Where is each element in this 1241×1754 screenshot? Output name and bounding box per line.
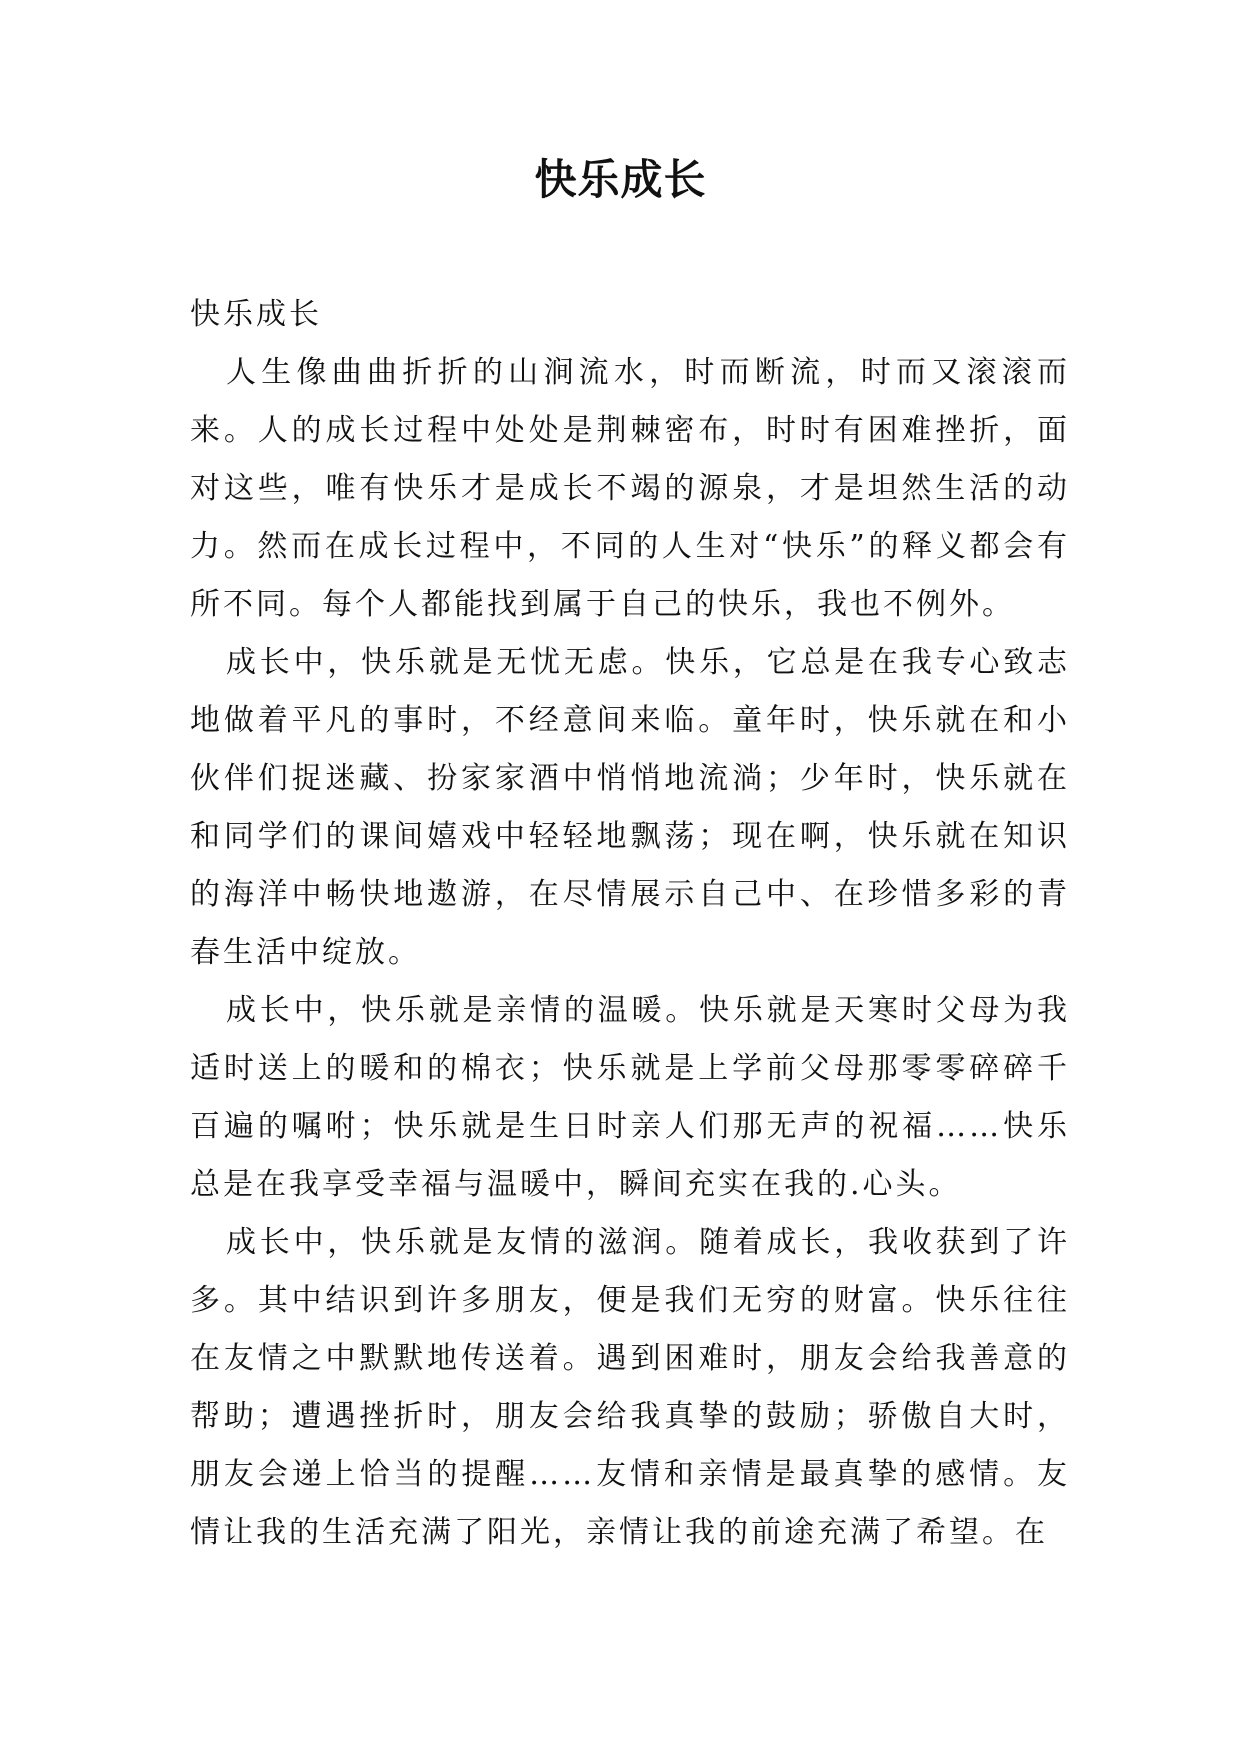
document-title: 快乐成长 (534, 155, 707, 204)
paragraph: 成长中，快乐就是亲情的温暖。快乐就是天寒时父母为我适时送上的暖和的棉衣；快乐就是上学前父母那零零碎碎千百遍的嘱咐；快乐就是生日时亲人们那无声的祝福……快乐总是在我享受幸福与温暖中，瞬间充实在我的.心头。 (190, 993, 1070, 1202)
paragraph: 人生像曲曲折折的山涧流水，时而断流，时而又滚滚而来。人的成长过程中处处是荆棘密布，时时有困难挫折，面对这些，唯有快乐才是成长不竭的源泉，才是坦然生活的动力。然而在成长过程中，不同的人生对“快乐”的释义都会有所不同。每个人都能找到属于自己的快乐，我也不例外。 (190, 355, 1070, 622)
document-body (190, 286, 1070, 1562)
paragraph: 成长中，快乐就是友情的滋润。随着成长，我收获到了许多。其中结识到许多朋友，便是我们无穷的财富。快乐往往在友情之中默默地传送着。遇到困难时，朋友会给我善意的帮助；遭遇挫折时，朋友会给我真挚的鼓励；骄傲自大时，朋友会递上恰当的提醒……友情和亲情是最真挚的感情。友情让我的生活充满了阳光，亲情让我的前途充满了希望。在 (190, 1225, 1070, 1550)
paragraph: 成长中，快乐就是无忧无虑。快乐，它总是在我专心致志地做着平凡的事时，不经意间来临。童年时，快乐就在和小伙伴们捉迷藏、扮家家酒中悄悄地流淌；少年时，快乐就在和同学们的课间嬉戏中轻轻地飘荡；现在啊，快乐就在知识的海洋中畅快地遨游，在尽情展示自己中、在珍惜多彩的青春生活中绽放。 (190, 645, 1070, 970)
document-subtitle: 快乐成长 (190, 297, 322, 332)
